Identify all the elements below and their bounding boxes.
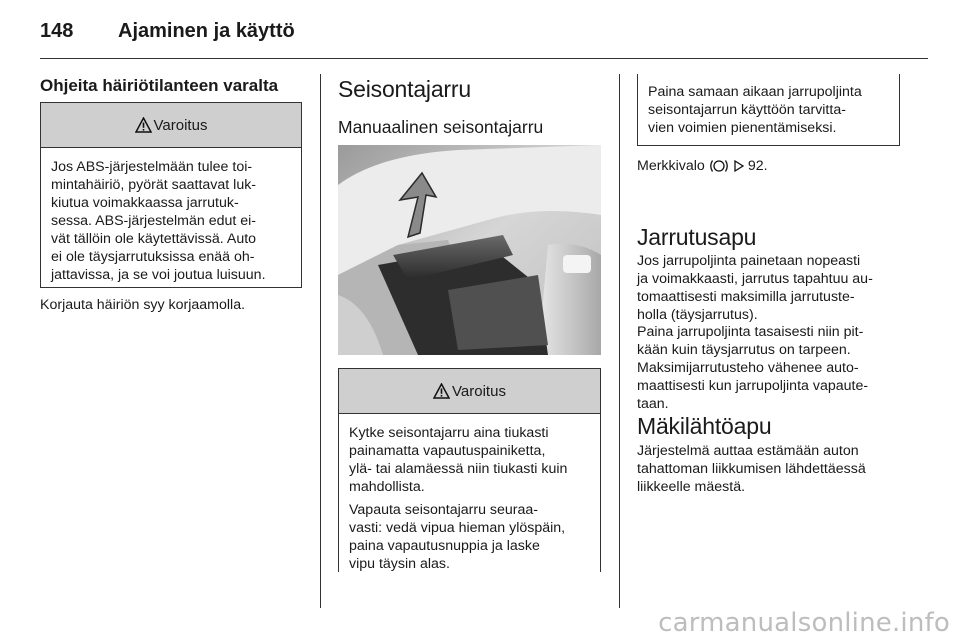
warning-triangle-icon [135, 117, 152, 133]
column-divider-right [619, 74, 620, 608]
page-header-title: Ajaminen ja käyttö [118, 20, 295, 42]
warning-title: Varoitus [452, 382, 506, 400]
header-divider [40, 58, 928, 59]
warning-triangle-icon [433, 383, 450, 399]
warning-title: Varoitus [153, 116, 208, 134]
warning-header [41, 103, 301, 148]
column-divider-left [320, 74, 321, 608]
body-text-repair: Korjauta häiriön syy korjaamolla. [40, 297, 246, 313]
warning-box-abs [40, 102, 302, 288]
section-heading-hill-start: Mäkilähtöapu [637, 413, 772, 439]
warning-text-2: Vapauta seisontajarru seuraa- vasti: vedä vipua hieman ylöspäin, paina vapautusnuppia ja laske vipu täysin alas. [349, 502, 566, 572]
warning-continuation-text: Paina samaan aikaan jarrupoljinta seisontajarrun käyttöön tarvitta- vien voimien pienentämiseksi. [648, 84, 862, 136]
warning-box-parking-brake [338, 368, 601, 572]
parking-brake-lever-photo [338, 145, 601, 355]
indicator-label: Merkkivalo [637, 158, 705, 174]
warning-text: Jos ABS-järjestelmään tulee toi- mintahäiriö, pyörät saattavat luk- kiutua voimakkaassa jarrutuk- sessa. ABS-järjestelmän edut ei- vät tällöin ole käytettävissä. Auto ei ole täysjarrutuksissa enää oh- jattavissa, ja se voi joutua luisuun. [51, 159, 266, 283]
subheading-manual-parking-brake: Manuaalinen seisontajarru [338, 117, 544, 137]
hill-start-paragraph: Järjestelmä auttaa estämään auton tahattoman liikkumisen lähdettäessä liikkeelle mäestä. [637, 443, 866, 495]
section-heading-brake-assist: Jarrutusapu [637, 224, 757, 250]
page-number: 148 [40, 20, 74, 42]
warning-continuation-box [637, 74, 900, 146]
section-heading-fault: Ohjeita häiriötilanteen varalta [40, 76, 279, 95]
page-ref-arrow-icon [733, 159, 745, 173]
watermark: carmanualsonline.info [658, 608, 950, 638]
brake-indicator-icon [708, 158, 730, 174]
section-heading-parking-brake: Seisontajarru [338, 76, 471, 102]
brake-assist-paragraph-1: Jos jarrupoljinta painetaan nopeasti ja voimakkaasti, jarrutus tapahtuu au- tomaattisesti maksimilla jarrutuste- holla (täysjarrutus). [637, 253, 873, 323]
indicator-reference [637, 157, 768, 175]
brake-assist-paragraph-2: Paina jarrupoljinta tasaisesti niin pit- kään kuin täysjarrutus on tarpeen. Maksimijarrutusteho vähenee auto- maattisesti kun jarrupoljinta vapaute- taan. [637, 324, 869, 412]
warning-header [339, 369, 600, 414]
warning-text-1: Kytke seisontajarru aina tiukasti painamatta vapautuspainiketta, ylä- tai alamäessä niin tiukasti kuin mahdollista. [349, 425, 568, 495]
indicator-page-ref: 92. [747, 158, 768, 174]
